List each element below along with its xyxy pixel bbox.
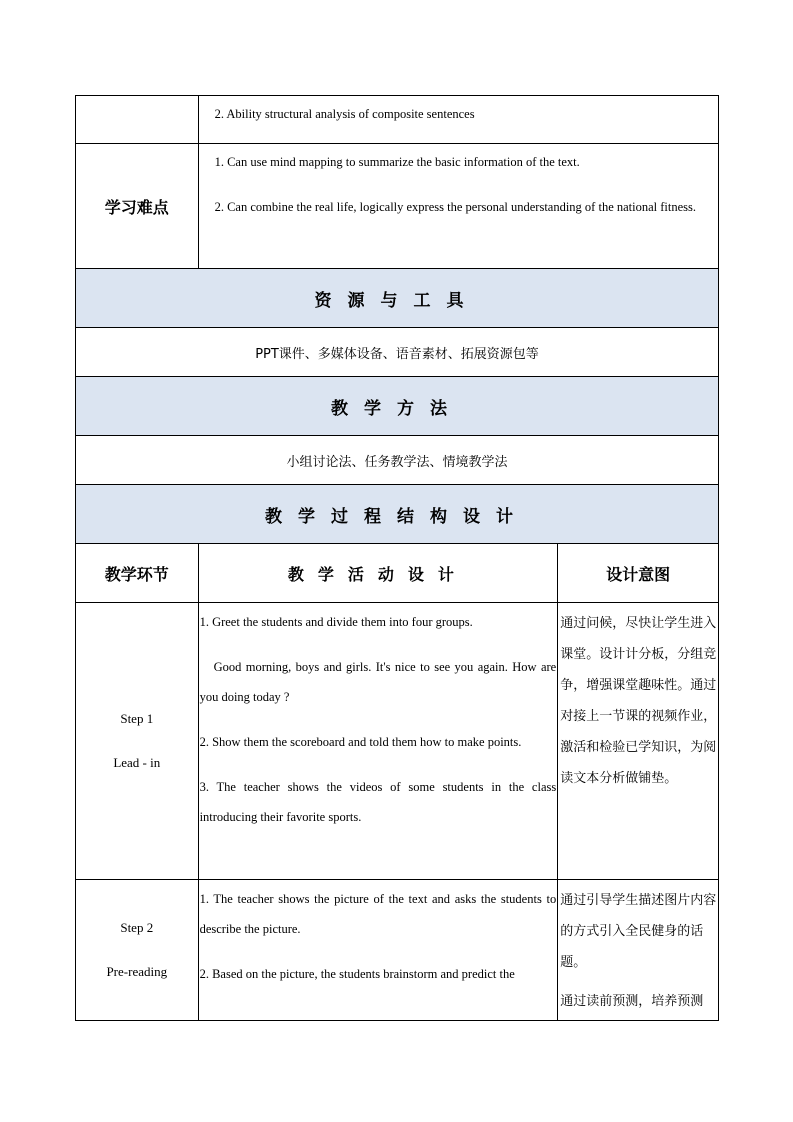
activity-item: 1. Greet the students and divide them into four groups. [199,615,473,629]
ability-cell [198,96,718,144]
difficulty-item: 2. Can combine the real life, logically express the personal understanding of the national fitness. [214,200,697,214]
activity-item: 2. Show them the scoreboard and told them how to make points. [199,735,522,749]
difficulty-item: 1. Can use mind mapping to summarize the basic information of the text. [214,155,580,169]
process-column-header-row [76,544,719,603]
activity-item: 2. Based on the picture, the students brainstorm and predict the [199,967,515,981]
intent-text: 通过引导学生描述图片内容的方式引入全民健身的话题。 [560,893,717,970]
resources-heading: 资源与工具 [76,269,719,328]
step-2-intent [558,880,719,1021]
resources-content-row [76,328,719,377]
step-1-stage [76,603,199,880]
step-1-activities [198,603,558,880]
stage-column-header: 教学环节 [76,544,199,603]
step-1-subtitle: Lead - in [113,755,161,770]
activity-item: Good morning, boys and girls. It's nice to see you again. How are you doing today ? [199,660,557,704]
methods-content: 小组讨论法、任务教学法、情境教学法 [76,436,719,485]
step-2-activities [198,880,558,1021]
step-1-row [76,603,719,880]
resources-content: PPT课件、多媒体设备、语音素材、拓展资源包等 [76,328,719,377]
step-2-title: Step 2 [120,920,154,935]
difficulty-row [76,144,719,269]
step-1-title: Step 1 [120,711,154,726]
empty-label-cell [76,96,199,144]
methods-content-row [76,436,719,485]
difficulty-cell [198,144,718,269]
methods-heading: 教学方法 [76,377,719,436]
methods-heading-row [76,377,719,436]
ability-text: 2. Ability structural analysis of composite sentences [214,107,475,121]
intent-text: 通过读前预测，培养预测 [560,994,704,1009]
step-2-stage [76,880,199,1021]
difficulty-label: 学习难点 [76,144,199,269]
intent-column-header: 设计意图 [558,544,719,603]
ability-row [76,96,719,144]
resources-heading-row [76,269,719,328]
process-heading: 教学过程结构设计 [76,485,719,544]
intent-text: 通过问候，尽快让学生进入课堂。设计计分板，分组竞争，增强课堂趣味性。通过对接上一节课的视频作业，激活和检验已学知识，为阅读文本分析做铺垫。 [560,616,717,786]
step-1-intent [558,603,719,880]
step-2-row [76,880,719,1021]
process-heading-row [76,485,719,544]
step-2-subtitle: Pre-reading [106,964,168,979]
activity-item: 3. The teacher shows the videos of some students in the class introducing their favorite sports. [199,780,557,824]
activity-column-header: 教学活动设计 [198,544,558,603]
activity-item: 1. The teacher shows the picture of the text and asks the students to describe the picture. [199,892,557,936]
lesson-plan-table [75,95,719,1021]
